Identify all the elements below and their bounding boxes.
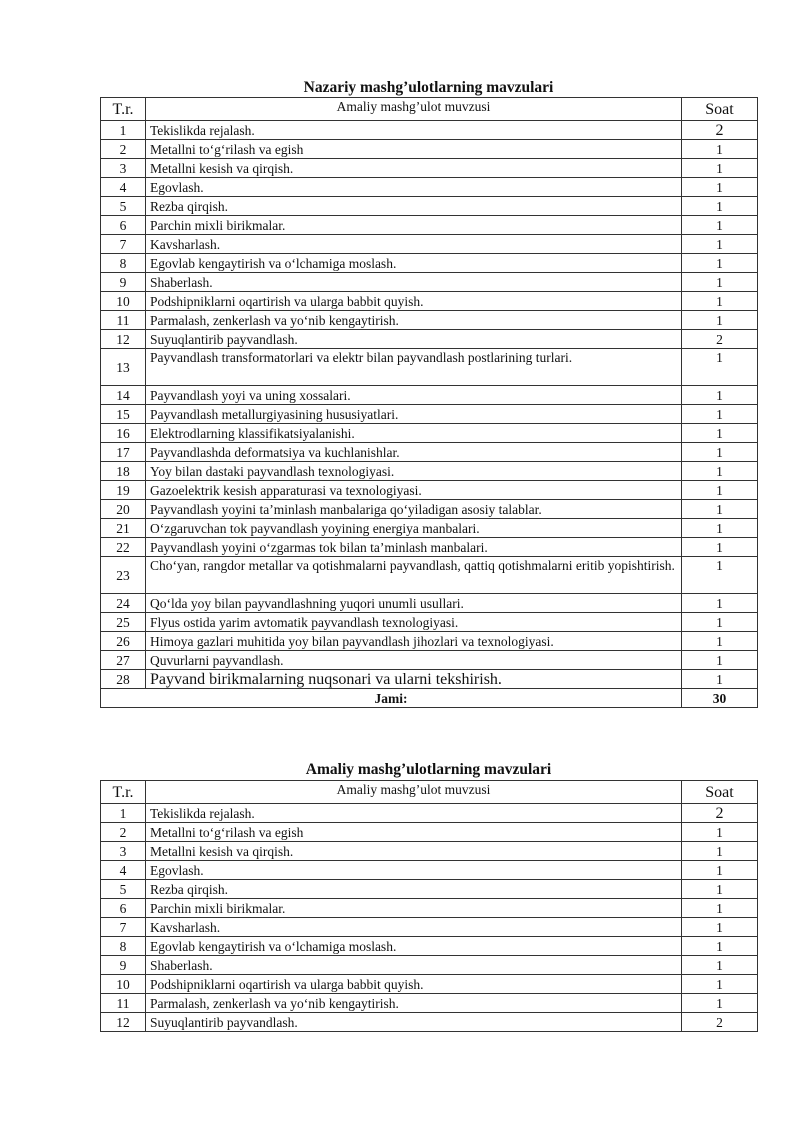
row-hours: 2 [682, 1013, 758, 1032]
row-number: 4 [101, 861, 146, 880]
row-hours: 1 [682, 937, 758, 956]
table-row [101, 216, 758, 235]
row-number: 1 [101, 121, 146, 140]
table-row [101, 330, 758, 349]
table-row [101, 519, 758, 538]
row-topic: Shaberlash. [146, 956, 682, 975]
row-number: 12 [101, 330, 146, 349]
row-number: 10 [101, 975, 146, 994]
header-topic: Amaliy mashg’ulot muvzusi [146, 781, 682, 804]
row-topic: Metallni kesish va qirqish. [146, 842, 682, 861]
row-hours: 1 [682, 918, 758, 937]
table-row [101, 121, 758, 140]
row-number: 17 [101, 443, 146, 462]
row-topic: Metallni to‘g‘rilash va egish [146, 823, 682, 842]
row-hours: 2 [682, 121, 758, 140]
row-hours: 1 [682, 670, 758, 689]
row-topic: Quvurlarni payvandlash. [146, 651, 682, 670]
row-topic: Egovlab kengaytirish va o‘lchamiga moslash. [146, 254, 682, 273]
row-hours: 1 [682, 613, 758, 632]
row-number: 24 [101, 594, 146, 613]
row-topic: Rezba qirqish. [146, 197, 682, 216]
row-number: 18 [101, 462, 146, 481]
row-number: 2 [101, 140, 146, 159]
row-hours: 1 [682, 632, 758, 651]
table-row [101, 804, 758, 823]
row-hours: 1 [682, 861, 758, 880]
table-row [101, 613, 758, 632]
row-number: 28 [101, 670, 146, 689]
row-topic: Parmalash, zenkerlash va yo‘nib kengaytirish. [146, 994, 682, 1013]
row-hours: 1 [682, 823, 758, 842]
table-header-row [101, 781, 758, 804]
row-topic: Payvandlashda deformatsiya va kuchlanishlar. [146, 443, 682, 462]
row-hours: 1 [682, 216, 758, 235]
row-number: 4 [101, 178, 146, 197]
row-topic: Kavsharlash. [146, 918, 682, 937]
row-hours: 1 [682, 519, 758, 538]
row-hours: 1 [682, 557, 758, 594]
row-hours: 1 [682, 424, 758, 443]
total-row [101, 689, 758, 708]
row-number: 9 [101, 956, 146, 975]
row-topic: Metallni to‘g‘rilash va egish [146, 140, 682, 159]
row-topic: Rezba qirqish. [146, 880, 682, 899]
table-header-row [101, 98, 758, 121]
row-topic: Gazoelektrik kesish apparaturasi va texnologiyasi. [146, 481, 682, 500]
row-topic: Suyuqlantirib payvandlash. [146, 1013, 682, 1032]
row-number: 6 [101, 216, 146, 235]
table-row [101, 481, 758, 500]
row-topic: Payvandlash yoyi va uning xossalari. [146, 386, 682, 405]
row-hours: 1 [682, 292, 758, 311]
row-number: 21 [101, 519, 146, 538]
section2-title: Amaliy mashg’ulotlarning mavzulari [305, 761, 552, 778]
table-row [101, 405, 758, 424]
row-hours: 1 [682, 254, 758, 273]
row-hours: 1 [682, 405, 758, 424]
row-number: 6 [101, 899, 146, 918]
table-row [101, 632, 758, 651]
row-topic: Egovlash. [146, 178, 682, 197]
row-topic: Parchin mixli birikmalar. [146, 899, 682, 918]
table-row [101, 140, 758, 159]
table-row [101, 670, 758, 689]
section1-title: Nazariy mashg’ulotlarning mavzulari [303, 79, 554, 96]
table-row [101, 842, 758, 861]
row-hours: 2 [682, 804, 758, 823]
table-row [101, 443, 758, 462]
row-number: 1 [101, 804, 146, 823]
row-topic: Parchin mixli birikmalar. [146, 216, 682, 235]
row-number: 12 [101, 1013, 146, 1032]
row-number: 3 [101, 842, 146, 861]
table-row [101, 178, 758, 197]
row-number: 11 [101, 311, 146, 330]
row-topic: Cho‘yan, rangdor metallar va qotishmalarni payvandlash, qattiq qotishmalarni eritib yopishtirish. [146, 557, 682, 594]
table-row [101, 292, 758, 311]
row-number: 9 [101, 273, 146, 292]
total-value: 30 [682, 689, 758, 708]
table-row [101, 823, 758, 842]
header-num: T.r. [101, 98, 146, 121]
row-hours: 1 [682, 994, 758, 1013]
table-row [101, 462, 758, 481]
table-row [101, 880, 758, 899]
row-hours: 1 [682, 178, 758, 197]
row-topic: Metallni kesish va qirqish. [146, 159, 682, 178]
row-hours: 1 [682, 651, 758, 670]
header-hours: Soat [682, 781, 758, 804]
row-number: 26 [101, 632, 146, 651]
table-row [101, 937, 758, 956]
table-row [101, 159, 758, 178]
table-row [101, 311, 758, 330]
section1-table [100, 97, 758, 708]
row-number: 22 [101, 538, 146, 557]
row-topic: Payvandlash metallurgiyasining hususiyatlari. [146, 405, 682, 424]
row-topic: Shaberlash. [146, 273, 682, 292]
row-hours: 1 [682, 538, 758, 557]
row-number: 5 [101, 880, 146, 899]
row-number: 10 [101, 292, 146, 311]
table-row [101, 994, 758, 1013]
table-row [101, 424, 758, 443]
row-hours: 1 [682, 235, 758, 254]
row-topic: Qo‘lda yoy bilan payvandlashning yuqori unumli usullari. [146, 594, 682, 613]
row-topic: Suyuqlantirib payvandlash. [146, 330, 682, 349]
header-num: T.r. [101, 781, 146, 804]
row-hours: 1 [682, 443, 758, 462]
table-row [101, 899, 758, 918]
row-number: 5 [101, 197, 146, 216]
table-row [101, 918, 758, 937]
table-row [101, 386, 758, 405]
table-row [101, 1013, 758, 1032]
table-row [101, 254, 758, 273]
row-number: 8 [101, 254, 146, 273]
row-hours: 1 [682, 899, 758, 918]
table-row [101, 594, 758, 613]
row-hours: 1 [682, 462, 758, 481]
section2-table [100, 780, 758, 1032]
table-row [101, 956, 758, 975]
row-number: 20 [101, 500, 146, 519]
row-topic: Egovlash. [146, 861, 682, 880]
row-topic: Kavsharlash. [146, 235, 682, 254]
row-number: 7 [101, 918, 146, 937]
row-topic: Yoy bilan dastaki payvandlash texnologiyasi. [146, 462, 682, 481]
row-topic: Podshipniklarni oqartirish va ularga babbit quyish. [146, 975, 682, 994]
row-topic: Podshipniklarni oqartirish va ularga babbit quyish. [146, 292, 682, 311]
row-number: 8 [101, 937, 146, 956]
row-hours: 1 [682, 159, 758, 178]
header-hours: Soat [682, 98, 758, 121]
row-hours: 1 [682, 975, 758, 994]
row-topic: O‘zgaruvchan tok payvandlash yoyining energiya manbalari. [146, 519, 682, 538]
row-topic: Egovlab kengaytirish va o‘lchamiga moslash. [146, 937, 682, 956]
table-row [101, 235, 758, 254]
row-number: 27 [101, 651, 146, 670]
header-topic: Amaliy mashg’ulot muvzusi [146, 98, 682, 121]
table-row [101, 273, 758, 292]
row-hours: 1 [682, 481, 758, 500]
row-hours: 1 [682, 311, 758, 330]
row-topic: Flyus ostida yarim avtomatik payvandlash texnologiyasi. [146, 613, 682, 632]
table-row [101, 500, 758, 519]
row-number: 25 [101, 613, 146, 632]
table-row [101, 975, 758, 994]
row-number: 11 [101, 994, 146, 1013]
row-topic: Payvandlash yoyini ta’minlash manbalariga qo‘yiladigan asosiy talablar. [146, 500, 682, 519]
row-topic: Parmalash, zenkerlash va yo‘nib kengaytirish. [146, 311, 682, 330]
row-number: 3 [101, 159, 146, 178]
table-row [101, 349, 758, 386]
row-number: 19 [101, 481, 146, 500]
row-hours: 1 [682, 349, 758, 386]
row-number: 23 [101, 557, 146, 594]
row-hours: 1 [682, 140, 758, 159]
row-number: 2 [101, 823, 146, 842]
table-row [101, 651, 758, 670]
row-hours: 1 [682, 956, 758, 975]
row-hours: 1 [682, 197, 758, 216]
total-label: Jami: [101, 689, 682, 708]
row-number: 7 [101, 235, 146, 254]
row-number: 15 [101, 405, 146, 424]
row-topic: Payvand birikmalarning nuqsonari va ularni tekshirish. [146, 670, 682, 689]
row-topic: Elektrodlarning klassifikatsiyalanishi. [146, 424, 682, 443]
row-hours: 1 [682, 842, 758, 861]
row-hours: 1 [682, 594, 758, 613]
row-topic: Tekislikda rejalash. [146, 804, 682, 823]
row-topic: Himoya gazlari muhitida yoy bilan payvandlash jihozlari va texnologiyasi. [146, 632, 682, 651]
row-topic: Tekislikda rejalash. [146, 121, 682, 140]
row-hours: 1 [682, 880, 758, 899]
row-hours: 1 [682, 273, 758, 292]
row-topic: Payvandlash yoyini o‘zgarmas tok bilan ta’minlash manbalari. [146, 538, 682, 557]
row-number: 16 [101, 424, 146, 443]
row-number: 14 [101, 386, 146, 405]
row-hours: 2 [682, 330, 758, 349]
row-number: 13 [101, 349, 146, 386]
table-row [101, 557, 758, 594]
table-row [101, 538, 758, 557]
row-hours: 1 [682, 386, 758, 405]
row-topic: Payvandlash transformatorlari va elektr bilan payvandlash postlarining turlari. [146, 349, 682, 386]
table-row [101, 197, 758, 216]
table-row [101, 861, 758, 880]
row-hours: 1 [682, 500, 758, 519]
